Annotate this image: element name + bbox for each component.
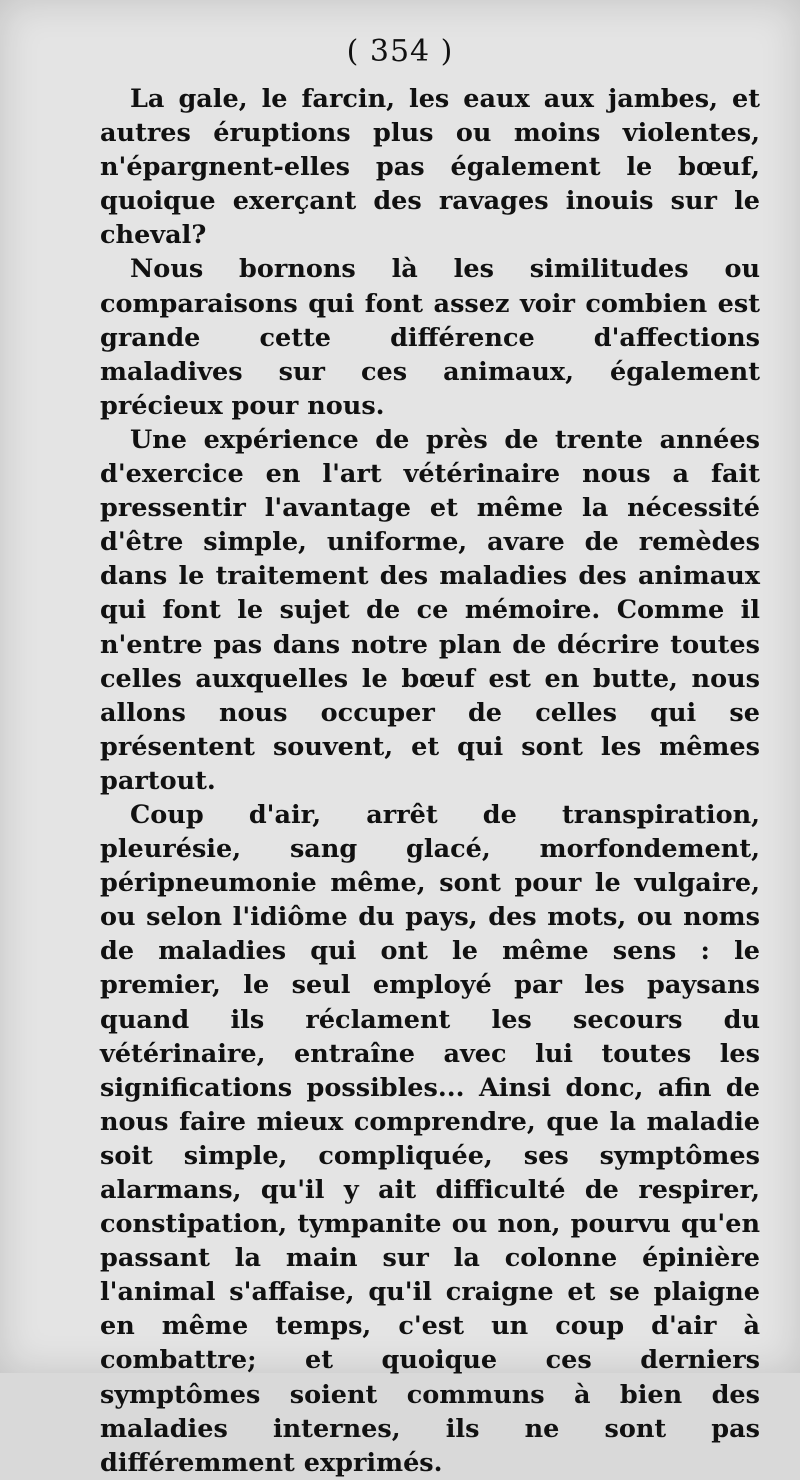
page-number: ( 354 ) bbox=[346, 34, 454, 69]
paragraph-2: Nous bornons là les similitudes ou comparaisons qui font assez voir combien est grande cette différence d'affections maladives sur ces animaux, également précieux pour nous. bbox=[100, 254, 760, 421]
paragraph-1: La gale, le farcin, les eaux aux jambes, et autres éruptions plus ou moins violentes, n'épargnent-elles pas également le bœuf, quoique exerçant des ravages inouis sur le cheval? bbox=[100, 84, 760, 251]
paragraph-4: Coup d'air, arrêt de transpiration, pleurésie, sang glacé, morfondement, péripneumonie même, sont pour le vulgaire, ou selon l'idiôme du pays, des mots, ou noms de maladies qui ont le même sens : le premier, le seul employé par les paysans quand ils réclament les secours du vétérinaire, entraîne avec lui toutes les significations possibles... Ainsi donc, afin de nous faire mieux comprendre, que la maladie soit simple, compliquée, ses symptômes alarmans, qu'il y ait difficulté de respirer, constipation, tympanite ou non, pourvu qu'en passant la main sur la colonne épinière l'animal s'affaise, qu'il craigne et se plaigne en même temps, c'est un coup d'air à combattre; et quoique ces derniers symptômes soient communs à bien des maladies internes, ils ne sont pas différemment exprimés. bbox=[100, 799, 760, 1478]
body-text bbox=[100, 82, 760, 1480]
paragraph-3: Une expérience de près de trente années d'exercice en l'art vétérinaire nous a fait pressentir l'avantage et même la nécessité d'être simple, uniforme, avare de remèdes dans le traitement des maladies des animaux qui font le sujet de ce mémoire. Comme il n'entre pas dans notre plan de décrire toutes celles auxquelles le bœuf est en butte, nous allons nous occuper de celles qui se présentent souvent, et qui sont les mêmes partout. bbox=[100, 424, 760, 796]
